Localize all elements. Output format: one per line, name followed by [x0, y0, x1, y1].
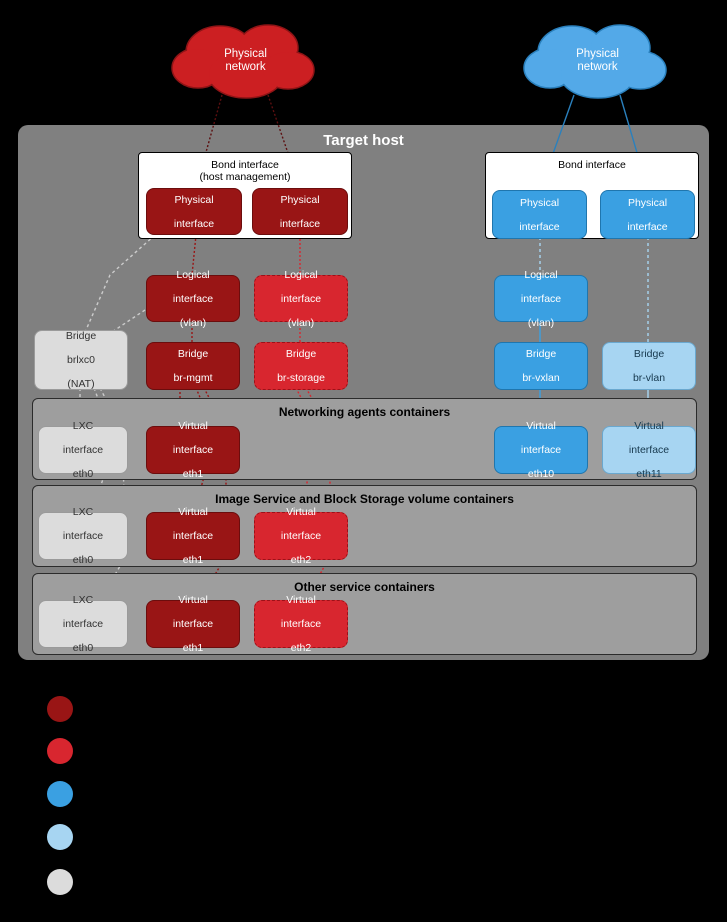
image-service-block-storage-containers-title: Image Service and Block Storage volume containers	[215, 492, 514, 506]
physical-interface-left-2[interactable]: Physical interface	[252, 188, 348, 235]
bond-interface-right-label: Bond interface	[558, 159, 626, 171]
net-lxc-interface-eth0[interactable]: LXC interface eth0	[38, 426, 128, 474]
img-virtual-interface-eth1[interactable]: Virtual interface eth1	[146, 512, 240, 560]
legend-swatch-red	[47, 738, 73, 764]
oth-virtual-interface-eth1[interactable]: Virtual interface eth1	[146, 600, 240, 648]
physical-network-right-label: Physical network	[576, 47, 619, 73]
bridge-br-mgmt[interactable]: Bridge br-mgmt	[146, 342, 240, 390]
networking-agents-containers	[32, 398, 697, 480]
net-virtual-interface-eth10[interactable]: Virtual interface eth10	[494, 426, 588, 474]
bridge-br-vlan[interactable]: Bridge br-vlan	[602, 342, 696, 390]
bridge-brlxc0-nat[interactable]: Bridge brlxc0 (NAT)	[34, 330, 128, 390]
target-host-title: Target host	[323, 132, 404, 149]
other-service-containers	[32, 573, 697, 655]
legend-swatch-lightblue	[47, 824, 73, 850]
net-virtual-interface-eth11[interactable]: Virtual interface eth11	[602, 426, 696, 474]
legend-swatch-darkred	[47, 696, 73, 722]
img-lxc-interface-eth0[interactable]: LXC interface eth0	[38, 512, 128, 560]
physical-interface-left-1[interactable]: Physical interface	[146, 188, 242, 235]
img-virtual-interface-eth2[interactable]: Virtual interface eth2	[254, 512, 348, 560]
logical-interface-vlan-vxlan[interactable]: Logical interface (vlan)	[494, 275, 588, 322]
physical-interface-right-2[interactable]: Physical interface	[600, 190, 695, 239]
image-service-block-storage-containers	[32, 485, 697, 567]
logical-interface-vlan-storage[interactable]: Logical interface (vlan)	[254, 275, 348, 322]
oth-lxc-interface-eth0[interactable]: LXC interface eth0	[38, 600, 128, 648]
bridge-br-vxlan[interactable]: Bridge br-vxlan	[494, 342, 588, 390]
bond-interface-host-management-label: Bond interface (host management)	[199, 159, 291, 183]
logical-interface-vlan-mgmt[interactable]: Logical interface (vlan)	[146, 275, 240, 322]
legend-swatch-blue	[47, 781, 73, 807]
physical-network-left-label: Physical network	[224, 47, 267, 73]
other-service-containers-title: Other service containers	[294, 580, 435, 594]
physical-interface-right-1[interactable]: Physical interface	[492, 190, 587, 239]
physical-network-right-cloud	[520, 18, 675, 103]
legend-swatch-grey	[47, 869, 73, 895]
oth-virtual-interface-eth2[interactable]: Virtual interface eth2	[254, 600, 348, 648]
physical-network-left-cloud	[168, 18, 323, 103]
networking-agents-containers-title: Networking agents containers	[278, 405, 451, 419]
net-virtual-interface-eth1[interactable]: Virtual interface eth1	[146, 426, 240, 474]
bridge-br-storage[interactable]: Bridge br-storage	[254, 342, 348, 390]
